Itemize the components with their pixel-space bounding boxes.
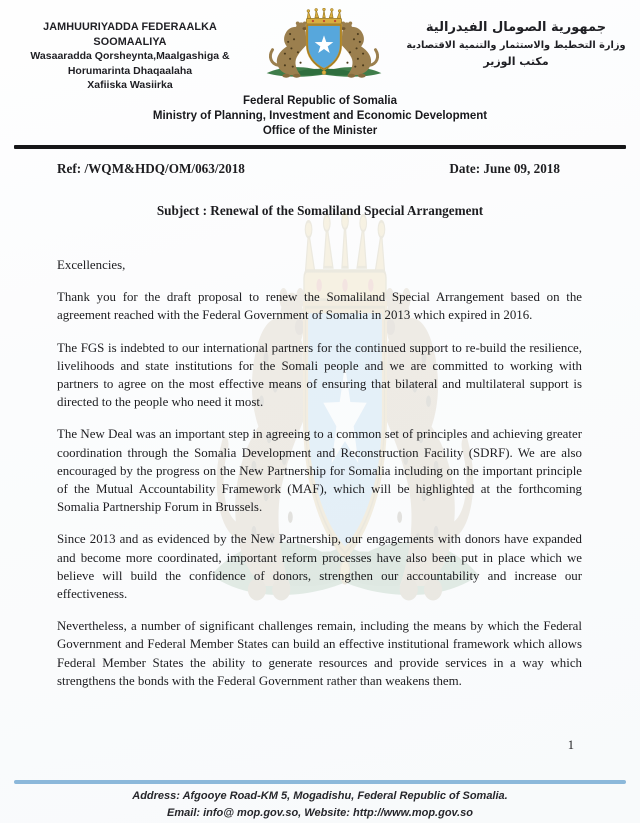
country-title: Federal Republic of Somalia	[242, 95, 397, 107]
footer-divider	[14, 780, 626, 784]
salutation: Excellencies,	[57, 258, 126, 272]
letterhead-arabic	[402, 8, 630, 70]
somali-line: Xafiiska Wasiirka	[87, 79, 173, 91]
paragraph: Thank you for the draft proposal to renew the Somaliland Special Arrangement based on the agreement reached with the Federal Government of Somalia in 2013 which expired in 2016.	[57, 290, 582, 323]
office-title: Office of the Minister	[262, 125, 378, 137]
paragraph: The New Deal was an important step in agreeing to a common set of principles and achieving greater coordination through the Somalia Development and Reconstruction Facility (SDRF). We are also encouraged by the progress on the New Partnership for Somalia including on the important principle of the Mutual Accountability Framework (MAF), which will be highlighted at the forthcoming Somalia Partnership Forum in Brussels.	[57, 427, 582, 515]
arabic-line: وزارة التخطيط والاستثمار والتنمية الاقتصادية	[406, 40, 626, 51]
reference-number: Ref: /WQM&HDQ/OM/063/2018	[57, 161, 245, 176]
subject-line: Subject : Renewal of the Somaliland Special Arrangement	[156, 203, 484, 218]
somali-line: Horumarinta Dhaqaalaha	[67, 64, 193, 77]
footer-address: Address: Afgooye Road-KM 5, Mogadishu, Federal Republic of Somalia.	[132, 790, 508, 802]
footer-contact: Email: info@ mop.gov.so, Website: http://www.mop.gov.so	[167, 806, 473, 819]
letter-date: Date: June 09, 2018	[449, 161, 560, 176]
paragraph: Nevertheless, a number of significant challenges remain, including the means by which the Federal Government and Federal Member States can build an effective institutional framework which allows Federal Member States the ability to generate resources and provide services in a way which strengthens the bonds with the Federal Government rather than weakens them.	[57, 619, 582, 688]
letterhead-somali	[14, 8, 246, 93]
page-number: 1	[567, 738, 574, 752]
arabic-line: مكتب الوزير	[483, 55, 549, 68]
letterhead	[0, 0, 640, 94]
somali-line: Wasaaradda Qorsheynta,Maalgashiga &	[30, 50, 230, 62]
letterhead-emblem	[246, 8, 402, 94]
somali-line: JAMHUURIYADDA FEDERAALKA SOOMAALIYA	[43, 21, 217, 48]
letter-body	[0, 256, 640, 690]
meta-row	[0, 149, 640, 177]
footer	[0, 788, 640, 821]
ministry-title: Ministry of Planning, Investment and Economic Development	[152, 110, 488, 122]
letterhead-english	[0, 94, 640, 139]
paragraph: Since 2013 and as evidenced by the New Partnership, our engagements with donors have expanded and become more coordinated, important reform processes have also been put in place which we believe will build the confidence of donors, strengthen our accountability and increase our effectiveness.	[57, 532, 582, 602]
paragraph: The FGS is indebted to our international partners for the continued support to re-build the resilience, livelihoods and state institutions for the Somali people and we are committed to working with partners to agree on the most effective means of ensuring that bilateral and multilateral support is directed to the people who need it most.	[57, 340, 582, 410]
somalia-coat-of-arms-icon	[252, 8, 396, 94]
arabic-line: جمهورية الصومال الفيدرالية	[425, 20, 607, 35]
